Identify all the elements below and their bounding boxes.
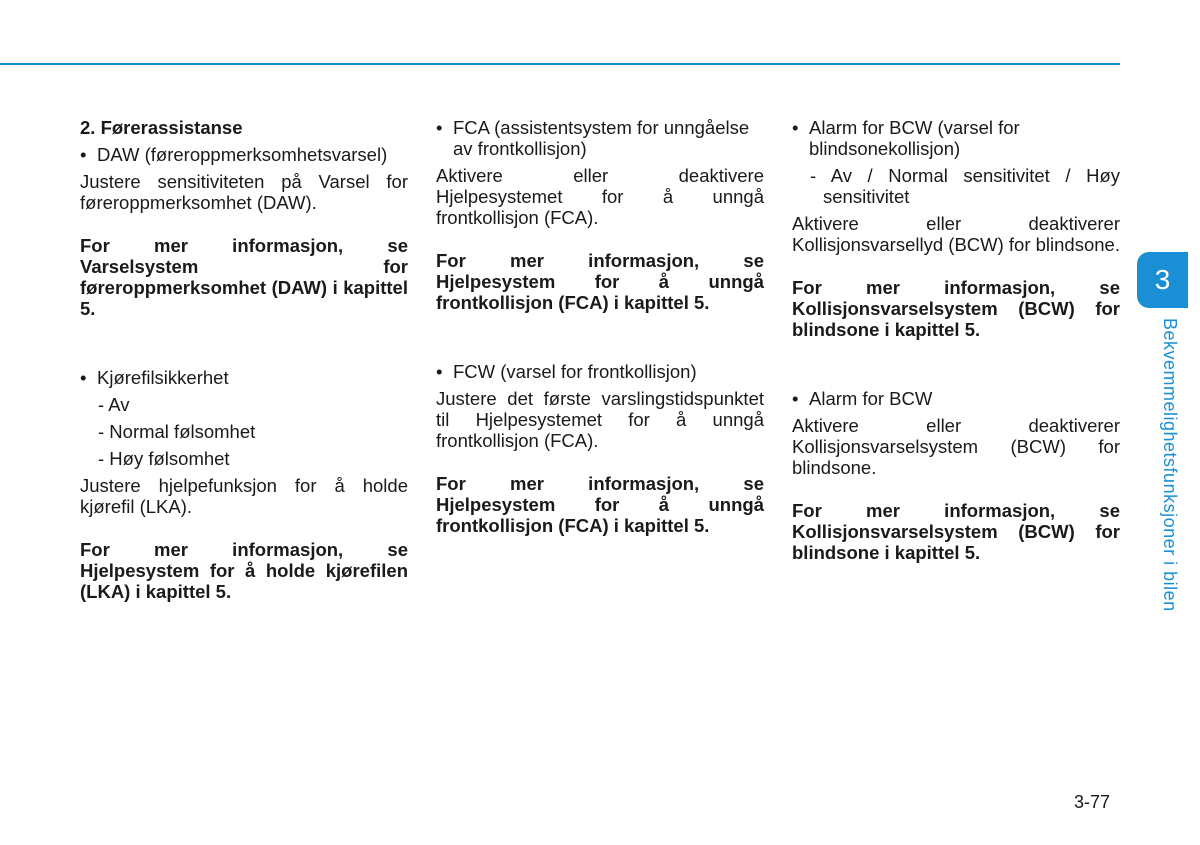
list-item: • DAW (føreroppmerksomhetsvarsel) <box>80 144 388 165</box>
reference-note: For mer informasjon, se Kollisjonsvarselsystem (BCW) for blindsone i kapittel 5. <box>792 500 1120 563</box>
bullet-icon: • <box>792 388 799 409</box>
sub-option: - Normal følsomhet <box>98 421 256 442</box>
bullet-icon: • <box>792 117 799 138</box>
chapter-tab: 3 <box>1137 252 1188 308</box>
paragraph: Justere det første varslingstidspunktet til Hjelpesystemet for å unngå frontkollisjon (FCA). <box>436 388 764 451</box>
reference-note: For mer informasjon, se Hjelpesystem for å unngå frontkollisjon (FCA) i kapittel 5. <box>436 473 764 536</box>
page-number: 3-77 <box>1074 792 1111 812</box>
paragraph: Aktivere eller deaktivere Hjelpesystemet for å unngå frontkollisjon (FCA). <box>436 165 764 228</box>
paragraph: Aktivere eller deaktiverer Kollisjonsvarsellyd (BCW) for blindsone. <box>792 213 1120 255</box>
paragraph: Justere hjelpefunksjon for å holde kjørefil (LKA). <box>80 475 408 517</box>
list-item: • FCW (varsel for frontkollisjon) <box>436 361 697 382</box>
header-rule <box>0 63 1120 65</box>
section-heading: 2. Førerassistanse <box>80 117 243 138</box>
list-item: • Alarm for BCW (varsel for blindsonekollisjon) <box>792 117 1020 159</box>
column-1 <box>80 117 408 602</box>
paragraph: Aktivere eller deaktiverer Kollisjonsvarselsystem (BCW) for blindsone. <box>792 415 1120 478</box>
sub-option: - Av <box>98 394 130 415</box>
bullet-icon: • <box>436 361 443 382</box>
reference-note: For mer informasjon, se Hjelpesystem for å holde kjørefilen (LKA) i kapittel 5. <box>80 539 408 602</box>
bullet-icon: • <box>436 117 443 138</box>
list-item: • Alarm for BCW <box>792 388 933 409</box>
sub-option: - Av / Normal sensitivitet / Høy sensitivitet <box>810 165 1120 207</box>
reference-note: For mer informasjon, se Varselsystem for føreroppmerksomhet (DAW) i kapittel 5. <box>80 235 408 319</box>
sub-option: - Høy følsomhet <box>98 448 230 469</box>
reference-note: For mer informasjon, se Hjelpesystem for å unngå frontkollisjon (FCA) i kapittel 5. <box>436 250 764 313</box>
column-2 <box>436 117 764 536</box>
list-item: • Kjørefilsikkerhet <box>80 367 229 388</box>
list-item: • FCA (assistentsystem for unngåelse av frontkollisjon) <box>436 117 750 159</box>
chapter-title: Bekvemmelighetsfunksjoner i bilen <box>1160 318 1180 612</box>
bullet-icon: • <box>80 144 87 165</box>
paragraph: Justere sensitiviteten på Varsel for føreroppmerksomhet (DAW). <box>80 171 408 213</box>
reference-note: For mer informasjon, se Kollisjonsvarselsystem (BCW) for blindsone i kapittel 5. <box>792 277 1120 340</box>
column-3 <box>792 117 1120 563</box>
bullet-icon: • <box>80 367 87 388</box>
